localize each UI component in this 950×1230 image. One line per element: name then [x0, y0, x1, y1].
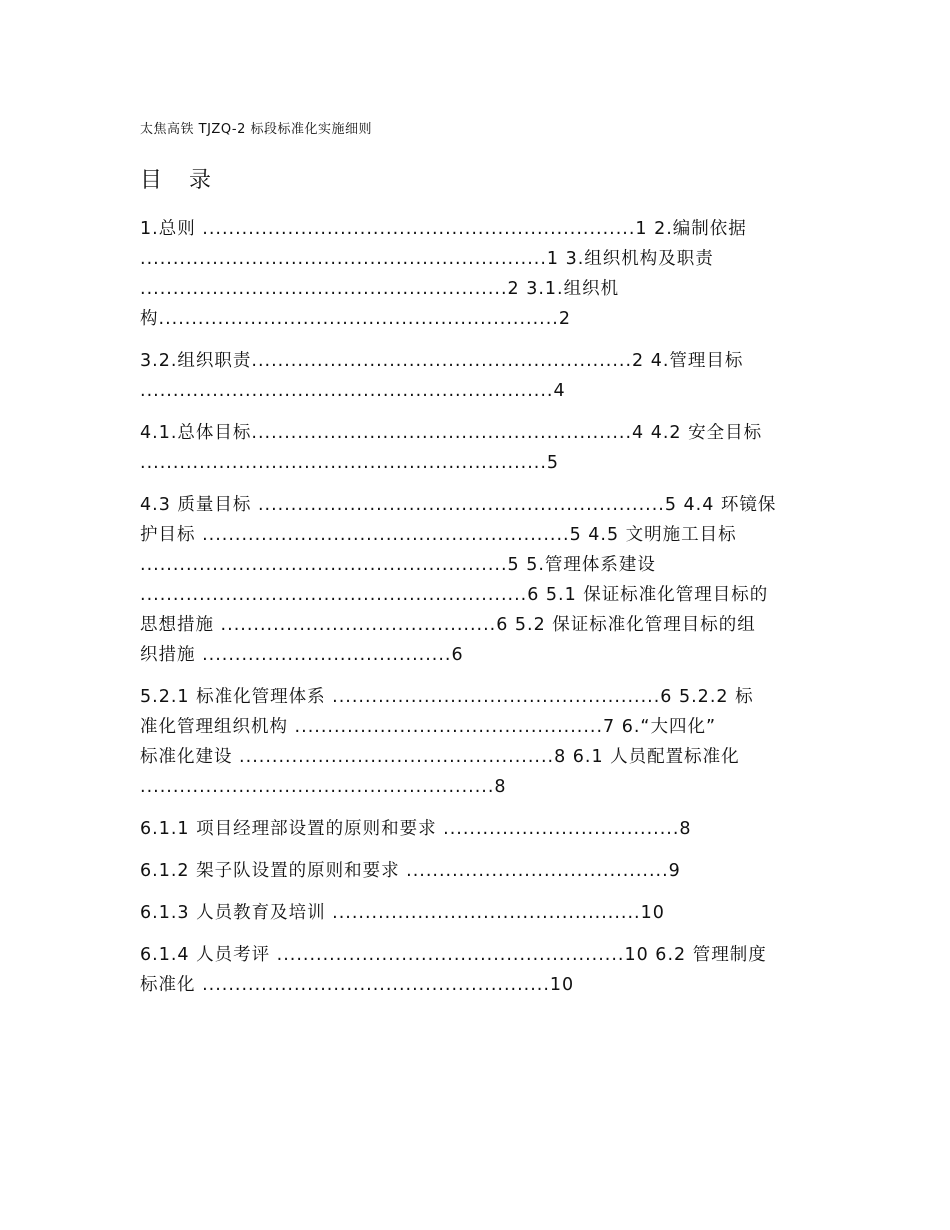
toc-paragraph [140, 346, 820, 406]
toc-line: ......................................................8 [140, 777, 507, 797]
toc-line: 1.总则 ..................................................................1 2.编制依据 [140, 219, 747, 239]
toc-line: ..............................................................5 [140, 453, 560, 473]
toc-line: 4.1.总体目标..........................................................4 4.2 安全目标 [140, 423, 763, 443]
toc-line: 构.............................................................2 [140, 309, 571, 329]
toc-paragraph [140, 856, 820, 886]
toc-paragraph [140, 418, 820, 478]
toc-line: 4.3 质量目标 ..............................................................5 4.4 环镜保 [140, 495, 777, 515]
toc-line: 护目标 ........................................................5 4.5 文明施工目标 [140, 525, 737, 545]
toc-paragraph [140, 682, 820, 802]
table-of-contents [140, 214, 820, 1012]
toc-line: 6.1.2 架子队设置的原则和要求 ........................................9 [140, 861, 681, 881]
toc-line: ...............................................................4 [140, 381, 566, 401]
toc-line: 3.2.组织职责..........................................................2 4.管理目标 [140, 351, 744, 371]
toc-line: 准化管理组织机构 ...............................................7 6.“大四化” [140, 717, 717, 737]
toc-line: ..............................................................1 3.组织机构及职责 [140, 249, 714, 269]
toc-paragraph [140, 490, 820, 670]
toc-title: 目 录 [140, 168, 221, 193]
toc-paragraph [140, 814, 820, 844]
toc-line: ...........................................................6 5.1 保证标准化管理目标的 [140, 585, 769, 605]
toc-line: 6.1.4 人员考评 .....................................................10 6.2 管理制度 [140, 945, 767, 965]
toc-line: ........................................................2 3.1.组织机 [140, 279, 620, 299]
toc-paragraph [140, 898, 820, 928]
toc-line: ........................................................5 5.管理体系建设 [140, 555, 656, 575]
toc-line: 5.2.1 标准化管理体系 ..................................................6 5.2.2 标 [140, 687, 754, 707]
toc-line: 6.1.3 人员教育及培训 ...............................................10 [140, 903, 665, 923]
toc-paragraph [140, 940, 820, 1000]
toc-line: 标准化建设 ................................................8 6.1 人员配置标准化 [140, 747, 740, 767]
toc-line: 织措施 ......................................6 [140, 645, 464, 665]
toc-line: 标准化 .....................................................10 [140, 975, 575, 995]
toc-line: 6.1.1 项目经理部设置的原则和要求 ....................................8 [140, 819, 692, 839]
document-header: 太焦高铁 TJZQ-2 标段标准化实施细则 [140, 122, 373, 137]
toc-paragraph [140, 214, 820, 334]
toc-line: 思想措施 ..........................................6 5.2 保证标准化管理目标的组 [140, 615, 756, 635]
